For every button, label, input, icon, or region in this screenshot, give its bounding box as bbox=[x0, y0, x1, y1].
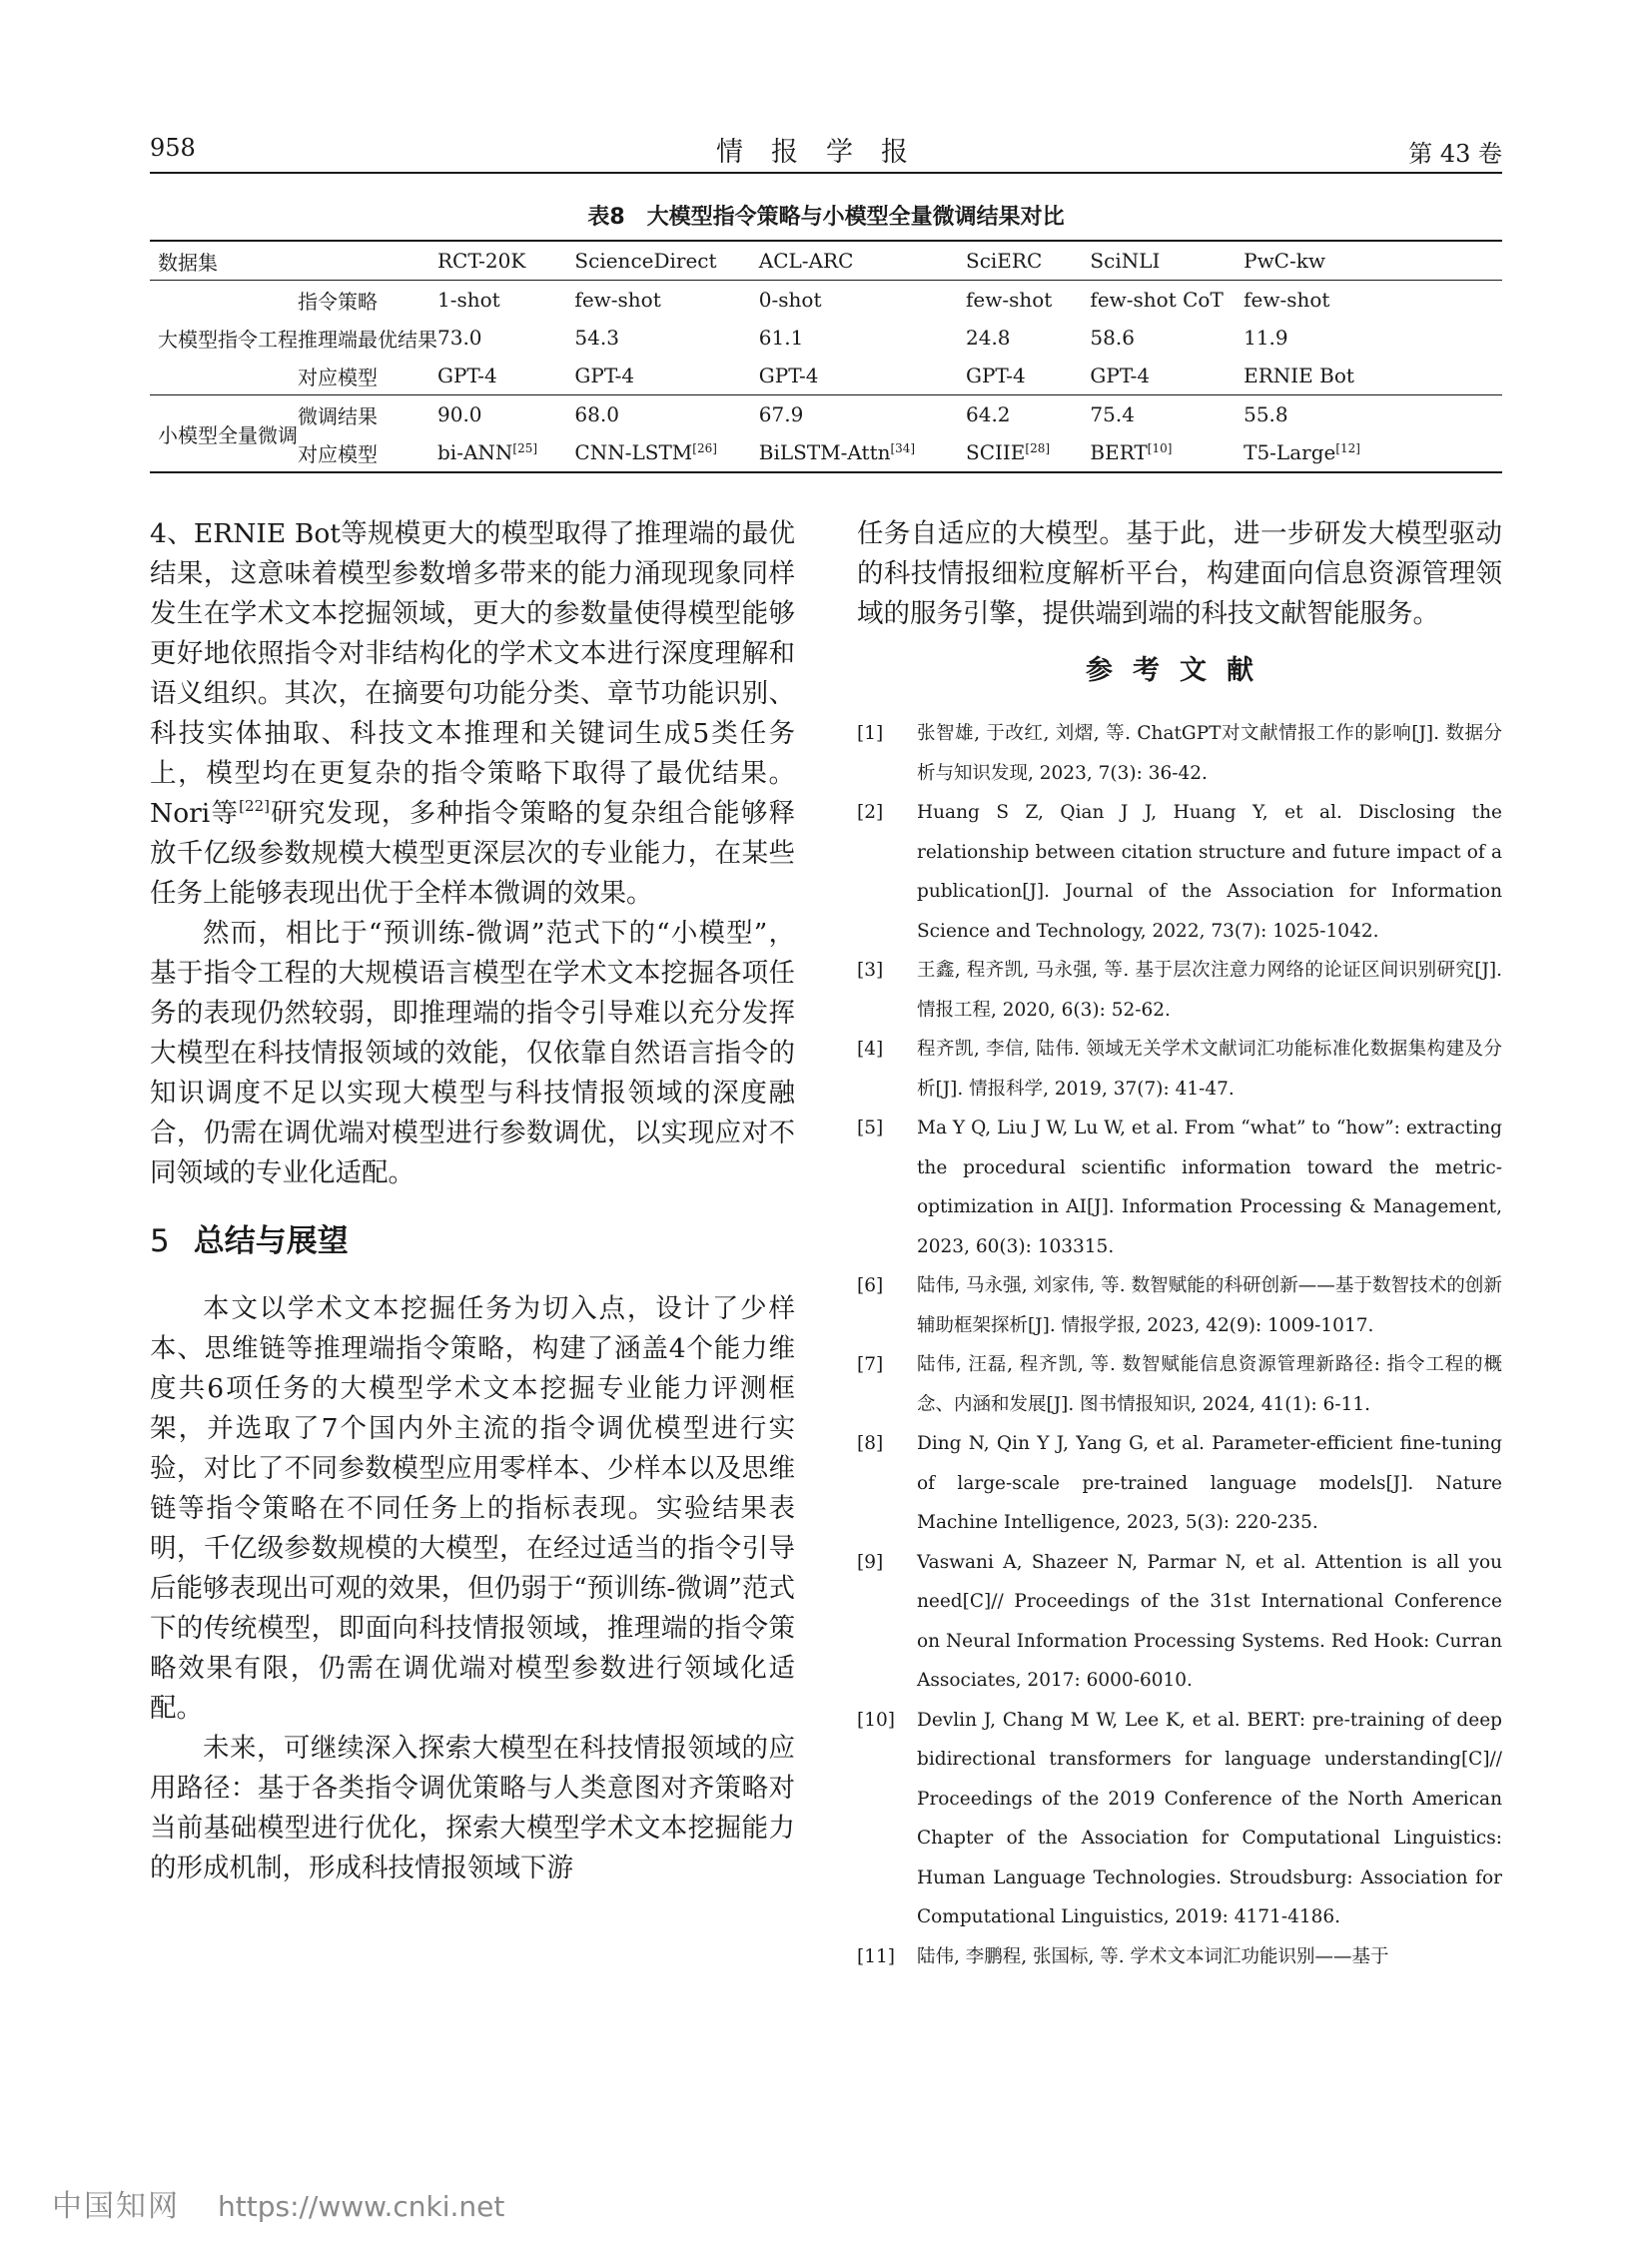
table-cell: 11.9 bbox=[1243, 326, 1288, 350]
left-column bbox=[150, 514, 795, 1888]
table-cell: 58.6 bbox=[1090, 326, 1135, 350]
table-cell: 67.9 bbox=[759, 395, 966, 434]
reference-item bbox=[857, 951, 1502, 1030]
reference-item bbox=[857, 1030, 1502, 1109]
reference-text: 张智雄, 于改红, 刘熠, 等. ChatGPT对文献情报工作的影响[J]. 数据分析与知识发现, 2023, 7(3): 36-42. bbox=[917, 723, 1502, 784]
reference-item bbox=[857, 1701, 1502, 1937]
table-row bbox=[150, 319, 1502, 357]
reference-number: [8] bbox=[857, 1433, 884, 1454]
section-heading: 5 总结与展望 bbox=[150, 1223, 349, 1259]
citation: [28] bbox=[1025, 441, 1051, 455]
reference-item bbox=[857, 1937, 1502, 1977]
citation: [25] bbox=[512, 441, 538, 455]
running-header bbox=[150, 128, 1502, 174]
reference-text: Ma Y Q, Liu J W, Lu W, et al. From “what” to “how”: extracting the procedural scientific information toward the metric-optimization in AI[J]. Information Processing & Management, 2023, 60(3): 103315. bbox=[917, 1118, 1502, 1257]
citation: [22] bbox=[239, 797, 270, 815]
table-cell: 54.3 bbox=[574, 326, 619, 350]
reference-item bbox=[857, 793, 1502, 951]
reference-text: Vaswani A, Shazeer N, Parmar N, et al. Attention is all you need[C]// Proceedings of the 31st International Conference on Neural Information Processing Systems. Red Hook: Curran Associates, 2017: 6000-6010. bbox=[917, 1551, 1502, 1691]
reference-number: [4] bbox=[857, 1039, 884, 1060]
table-cell: 1-shot bbox=[437, 281, 574, 320]
reference-text: 王鑫, 程齐凯, 马永强, 等. 基于层次注意力网络的论证区间识别研究[J]. 情报工程, 2020, 6(3): 52-62. bbox=[917, 960, 1502, 1021]
table-header-cell: SciNLI bbox=[1090, 241, 1243, 281]
table-row-label: 对应模型 bbox=[298, 365, 378, 389]
table-cell: 90.0 bbox=[437, 395, 574, 434]
table-cell: SCIIE[28] bbox=[966, 433, 1090, 472]
table-caption: 表8 大模型指令策略与小模型全量微调结果对比 bbox=[587, 205, 1065, 230]
reference-number: [10] bbox=[857, 1709, 895, 1731]
table-cell: 75.4 bbox=[1090, 395, 1243, 434]
table-cell: 64.2 bbox=[966, 395, 1090, 434]
table-row-label: 对应模型 bbox=[298, 433, 437, 472]
table-cell: 68.0 bbox=[574, 395, 758, 434]
reference-number: [7] bbox=[857, 1354, 884, 1375]
citation: [10] bbox=[1147, 441, 1173, 455]
citation: [26] bbox=[692, 441, 717, 455]
citation: [12] bbox=[1335, 441, 1360, 455]
journal-name: 情报学报 bbox=[716, 137, 936, 168]
right-column bbox=[857, 514, 1502, 1976]
table-row-label: 微调结果 bbox=[298, 395, 437, 434]
reference-number: [11] bbox=[857, 1945, 895, 1967]
table-header-cell: 数据集 bbox=[150, 241, 437, 281]
table-row-label: 指令策略 bbox=[298, 281, 437, 320]
reference-text: Devlin J, Chang M W, Lee K, et al. BERT: pre-training of deep bidirectional transformers for language understanding[C]// Proceedings of the 2019 Conference of the North American Chapter of the Association for Computational Linguistics: Human Language Technologies. Stroudsburg: Association for Computational Linguistics, 2019: 4171-4186. bbox=[917, 1709, 1502, 1927]
table-cell: GPT-4 bbox=[574, 364, 635, 387]
watermark bbox=[52, 2181, 504, 2225]
reference-text: 陆伟, 马永强, 刘家伟, 等. 数智赋能的科研创新——基于数智技术的创新辅助框架探析[J]. 情报学报, 2023, 42(9): 1009-1017. bbox=[917, 1275, 1502, 1336]
reference-number: [9] bbox=[857, 1551, 884, 1573]
table-group-label: 小模型全量微调 bbox=[150, 395, 298, 473]
reference-text: 陆伟, 李鹏程, 张国标, 等. 学术文本词汇功能识别——基于 bbox=[917, 1945, 1389, 1967]
table-row bbox=[150, 357, 1502, 395]
references-heading: 参考文献 bbox=[1086, 655, 1273, 686]
table-row bbox=[150, 281, 1502, 320]
reference-number: [6] bbox=[857, 1275, 884, 1296]
paragraph: 然而，相比于“预训练-微调”范式下的“小模型”，基于指令工程的大规模语言模型在学术文本挖掘各项任务的表现仍然较弱，即推理端的指令引导难以充分发挥大模型在科技情报领域的效能，仅依靠自然语言指令的知识调度不足以实现大模型与科技情报领域的深度融合，仍需在调优端对模型进行参数调优，以实现应对不同领域的专业化适配。 bbox=[150, 918, 795, 1188]
paragraph: 本文以学术文本挖掘任务为切入点，设计了少样本、思维链等推理端指令策略，构建了涵盖4个能力维度共6项任务的大模型学术文本挖掘专业能力评测框架，并选取了7个国内外主流的指令调优模型进行实验，对比了不同参数模型应用零样本、少样本以及思维链等指令策略在不同任务上的指标表现。实验结果表明，千亿级参数规模的大模型，在经过适当的指令引导后能够表现出可观的效果，但仍弱于“预训练-微调”范式下的传统模型，即面向科技情报领域，推理端的指令策略效果有限，仍需在调优端对模型参数进行领域化适配。 bbox=[150, 1293, 795, 1724]
reference-item bbox=[857, 1109, 1502, 1266]
table-header-row bbox=[150, 241, 1502, 281]
reference-text: Ding N, Qin Y J, Yang G, et al. Parameter-efficient fine-tuning of large-scale pre-trained language models[J]. Nature Machine Intelligence, 2023, 5(3): 220-235. bbox=[917, 1433, 1502, 1533]
table-cell: bi-ANN[25] bbox=[437, 433, 574, 472]
watermark-site: 中国知网 bbox=[52, 2189, 180, 2224]
reference-number: [2] bbox=[857, 802, 884, 823]
table-header-cell: PwC-kw bbox=[1243, 241, 1502, 281]
reference-number: [1] bbox=[857, 723, 884, 744]
results-table bbox=[150, 240, 1502, 473]
table-cell: ERNIE Bot bbox=[1243, 364, 1354, 387]
volume-label: 第 43 卷 bbox=[1408, 140, 1502, 168]
table-cell: few-shot bbox=[966, 281, 1090, 320]
table-cell: 24.8 bbox=[966, 326, 1011, 350]
table-cell: 0-shot bbox=[759, 281, 966, 320]
table-cell: 73.0 bbox=[437, 326, 482, 350]
table-cell: few-shot bbox=[1243, 281, 1502, 320]
table-header-cell: SciERC bbox=[966, 241, 1090, 281]
reference-number: [3] bbox=[857, 960, 884, 981]
reference-item bbox=[857, 1424, 1502, 1543]
paragraph: 任务自适应的大模型。基于此，进一步研发大模型驱动的科技情报细粒度解析平台，构建面向信息资源管理领域的服务引擎，提供端到端的科技文献智能服务。 bbox=[857, 518, 1502, 629]
table-cell: GPT-4 bbox=[1090, 364, 1151, 387]
table-cell: 55.8 bbox=[1243, 395, 1502, 434]
watermark-url: https://www.cnki.net bbox=[218, 2190, 505, 2223]
table-cell: BiLSTM-Attn[34] bbox=[759, 433, 966, 472]
reference-item bbox=[857, 1345, 1502, 1424]
table-group-label: 大模型指令工程 bbox=[150, 281, 298, 395]
table-row-label: 推理端最优结果 bbox=[298, 327, 437, 352]
table-cell: GPT-4 bbox=[758, 364, 819, 387]
reference-item bbox=[857, 1543, 1502, 1701]
table-cell: few-shot CoT bbox=[1090, 281, 1243, 320]
table-header-cell: RCT-20K bbox=[437, 241, 574, 281]
table-cell: BERT[10] bbox=[1090, 433, 1243, 472]
table-cell: T5-Large[12] bbox=[1243, 433, 1502, 472]
paragraph: 未来，可继续深入探索大模型在科技情报领域的应用路径：基于各类指令调优策略与人类意图对齐策略对当前基础模型进行优化，探索大模型学术文本挖掘能力的形成机制，形成科技情报领域下游 bbox=[150, 1733, 795, 1883]
table-header-cell: ACL-ARC bbox=[759, 241, 966, 281]
citation: [34] bbox=[890, 441, 916, 455]
page-number: 958 bbox=[150, 134, 196, 162]
table-cell: 61.1 bbox=[758, 326, 804, 350]
reference-text: Huang S Z, Qian J J, Huang Y, et al. Disclosing the relationship between citation structure and future impact of a publication[J]. Journal of the Association for Information Science and Technology, 2022, 73(7): 1025-1042. bbox=[917, 802, 1502, 942]
table-header-cell: ScienceDirect bbox=[574, 241, 758, 281]
table-row bbox=[150, 395, 1502, 434]
table-cell: GPT-4 bbox=[437, 364, 497, 387]
reference-text: 陆伟, 汪磊, 程齐凯, 等. 数智赋能信息资源管理新路径: 指令工程的概念、内涵和发展[J]. 图书情报知识, 2024, 41(1): 6-11. bbox=[917, 1354, 1502, 1415]
reference-number: [5] bbox=[857, 1118, 884, 1138]
reference-item bbox=[857, 714, 1502, 793]
table-row bbox=[150, 433, 1502, 472]
paragraph: 4、ERNIE Bot等规模更大的模型取得了推理端的最优结果，这意味着模型参数增多带来的能力涌现现象同样发生在学术文本挖掘领域，更大的参数量使得模型能够更好地依照指令对非结构化的学术文本进行深度理解和语义组织。其次，在摘要句功能分类、章节功能识别、科技实体抽取、科技文本推理和关键词生成5类任务上，模型均在更复杂的指令策略下取得了最优结果。Nori等[22]研究发现，多种指令策略的复杂组合能够释放千亿级参数规模大模型更深层次的专业能力，在某些任务上能够表现出优于全样本微调的效果。 bbox=[150, 518, 796, 909]
table-cell: few-shot bbox=[574, 281, 758, 320]
table-cell: GPT-4 bbox=[966, 364, 1026, 387]
reference-text: 程齐凯, 李信, 陆伟. 领域无关学术文献词汇功能标准化数据集构建及分析[J]. 情报科学, 2019, 37(7): 41-47. bbox=[917, 1039, 1502, 1100]
reference-item bbox=[857, 1266, 1502, 1345]
reference-list bbox=[857, 714, 1502, 1976]
table-cell: CNN-LSTM[26] bbox=[574, 433, 758, 472]
